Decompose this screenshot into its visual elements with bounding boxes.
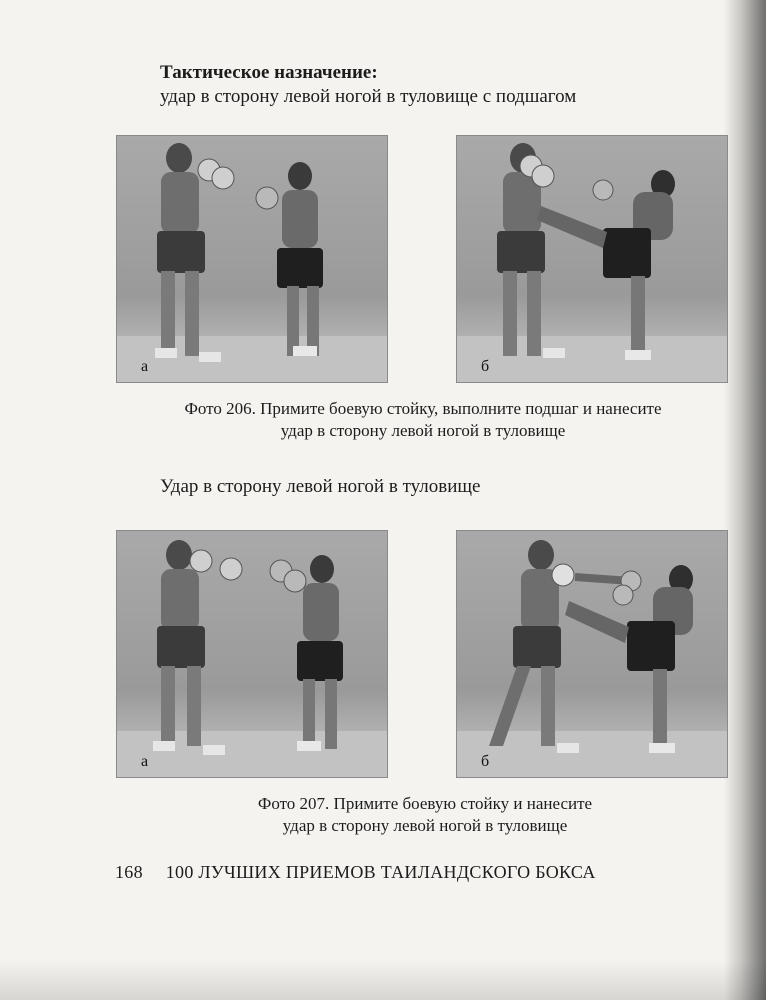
photo-206a	[116, 135, 388, 383]
page-edge-shadow	[724, 0, 766, 1000]
page-number: 168	[115, 862, 143, 882]
section-heading: Удар в сторону левой ногой в туловище	[160, 476, 481, 497]
photo-207b-label: б	[481, 753, 490, 770]
photo-206b	[456, 135, 728, 383]
photo-207a-label: а	[141, 753, 149, 770]
photo-207-caption-line1: Фото 207. Примите боевую стойку и нанесите	[257, 794, 593, 813]
book-title: 100 ЛУЧШИХ ПРИЕМОВ ТАИЛАНДСКОГО БОКСА	[165, 862, 596, 882]
technique-subtitle: удар в сторону левой ногой в туловище с подшагом	[160, 86, 577, 107]
photo-207-caption-line2: удар в сторону левой ногой в туловище	[282, 816, 568, 835]
photo-206-caption	[120, 398, 726, 442]
photo-206a-label: а	[141, 358, 149, 375]
tactical-purpose-heading: Тактическое назначение:	[160, 62, 378, 83]
photo-207-caption	[180, 793, 670, 837]
photo-207b	[456, 530, 728, 778]
page-bottom-shadow	[0, 960, 766, 1000]
photo-207a	[116, 530, 388, 778]
photo-206b-label: б	[481, 358, 490, 375]
page-footer	[115, 862, 596, 883]
photo-206-caption-line2: удар в сторону левой ногой в туловище	[280, 421, 566, 440]
photo-206-caption-line1: Фото 206. Примите боевую стойку, выполните подшаг и нанесите	[184, 399, 662, 418]
